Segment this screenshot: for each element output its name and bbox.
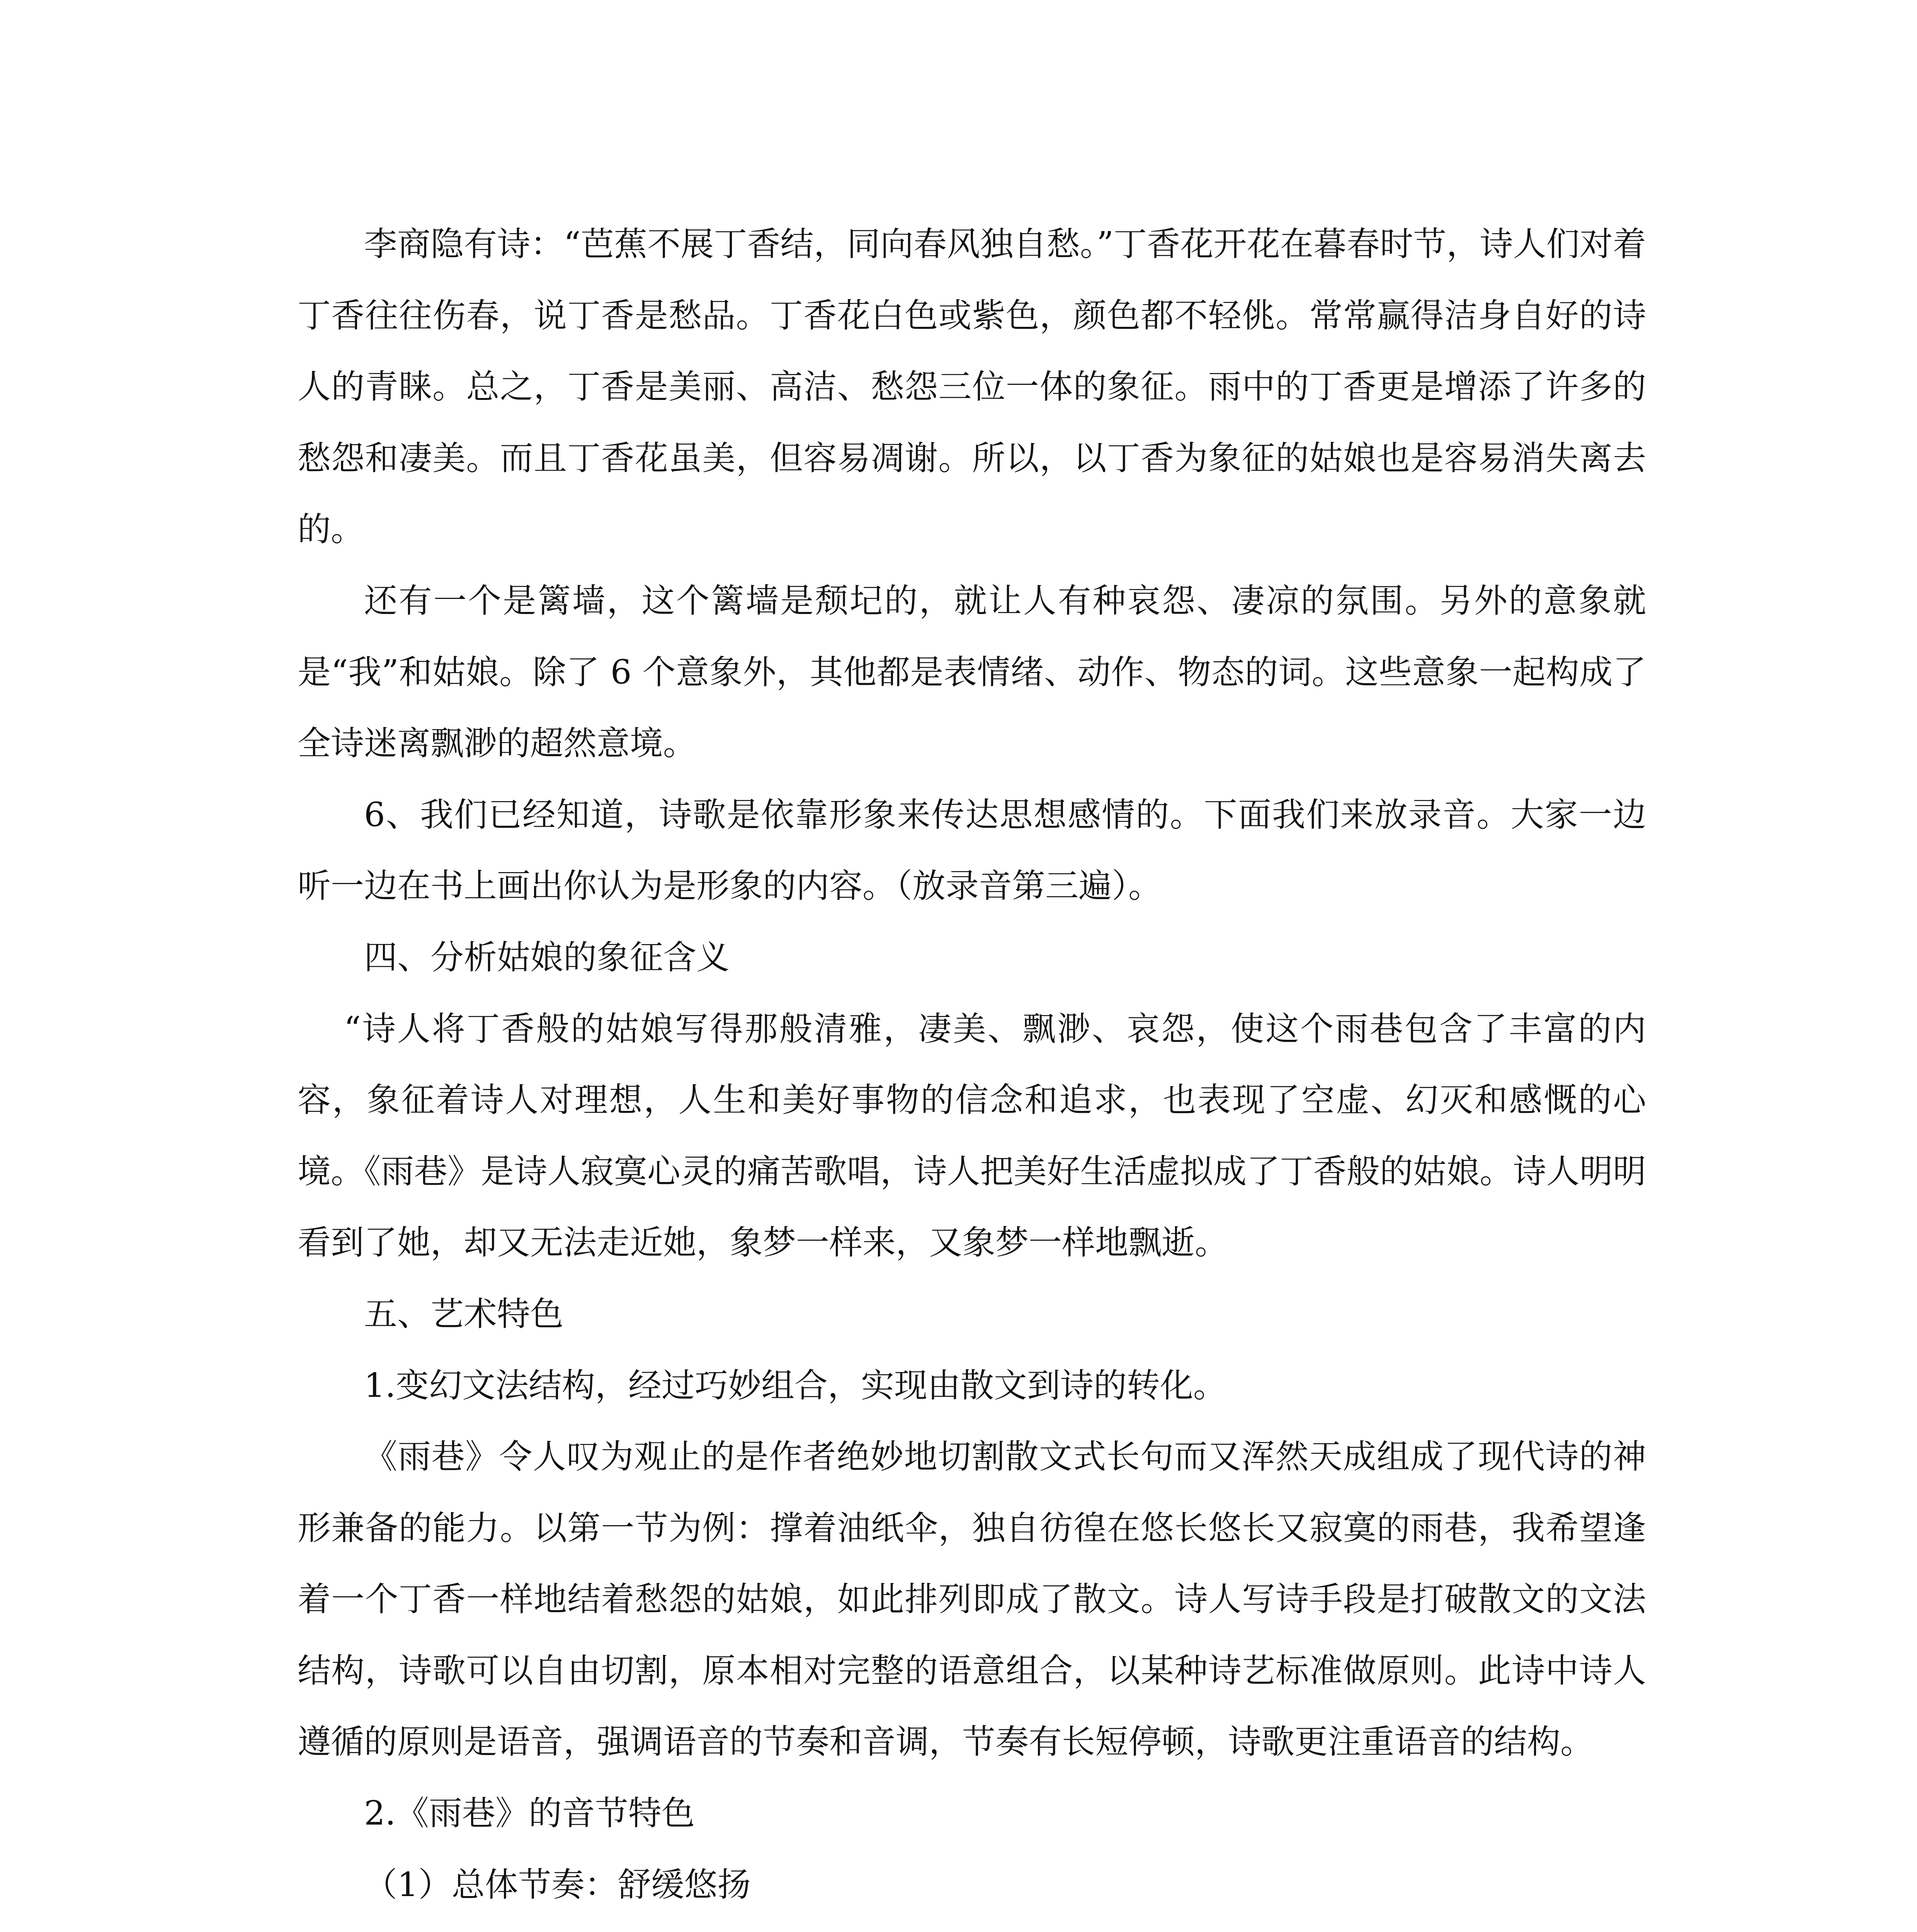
paragraph-girl-symbolism: “诗人将丁香般的姑娘写得那般清雅，凄美、飘渺、哀怨，使这个雨巷包含了丰富的内容，象征着诗人对理想，人生和美好事物的信念和追求，也表现了空虚、幻灭和感慨的心境。《雨巷》是诗人寂寞心灵的痛苦歌唱，诗人把美好生活虚拟成了丁香般的姑娘。诗人明明看到了她，却又无法走近她，象梦一样来，又象梦一样地飘逝。 xyxy=(298,1009,1646,1262)
paragraph-lilac-symbolism: 李商隐有诗：“芭蕉不展丁香结，同向春风独自愁。”丁香花开花在暮春时节，诗人们对着丁香往往伤春，说丁香是愁品。丁香花白色或紫色，颜色都不轻佻。常常赢得洁身自好的诗人的青睐。总之，丁香是美丽、高洁、愁怨三位一体的象征。雨中的丁香更是增添了许多的愁怨和凄美。而且丁香花虽美，但容易凋谢。所以，以丁香为象征的姑娘也是容易消失离去的。 xyxy=(298,225,1646,549)
section-heading-4: 四、分析姑娘的象征含义 xyxy=(364,938,730,977)
subheading-2: 2.《雨巷》的音节特色 xyxy=(364,1794,695,1833)
paragraph-point-1 xyxy=(298,1920,1646,1932)
paragraph-recording-task: 6、我们已经知道，诗歌是依靠形象来传达思想感情的。下面我们来放录音。大家一边听一边在书上画出你认为是形象的内容。（放录音第三遍）。 xyxy=(298,795,1646,906)
paragraph-prose-to-poem: 《雨巷》令人叹为观止的是作者绝妙地切割散文式长句而又浑然天成组成了现代诗的神形兼备的能力。以第一节为例：撑着油纸伞，独自彷徨在悠长悠长又寂寞的雨巷，我希望逢着一个丁香一样地结着愁怨的姑娘，如此排列即成了散文。诗人写诗手段是打破散文的文法结构，诗歌可以自由切割，原本相对完整的语意组合，以某种诗艺标准做原则。此诗中诗人遵循的原则是语音，强调语音的节奏和音调，节奏有长短停顿，诗歌更注重语音的结构。 xyxy=(298,1437,1646,1762)
paragraph-fence-imagery: 还有一个是篱墙，这个篱墙是颓圮的，就让人有种哀怨、凄凉的氛围。另外的意象就是“我”和姑娘。除了 6 个意象外，其他都是表情绪、动作、物态的词。这些意象一起构成了全诗迷离飘渺的超然意境。 xyxy=(298,581,1646,763)
subheading-1: 1.变幻文法结构，经过巧妙组合，实现由散文到诗的转化。 xyxy=(364,1366,1227,1405)
section-heading-5: 五、艺术特色 xyxy=(364,1294,563,1333)
document-body xyxy=(298,209,1646,1932)
subheading-rhythm: （1）总体节奏：舒缓悠扬 xyxy=(364,1865,751,1904)
